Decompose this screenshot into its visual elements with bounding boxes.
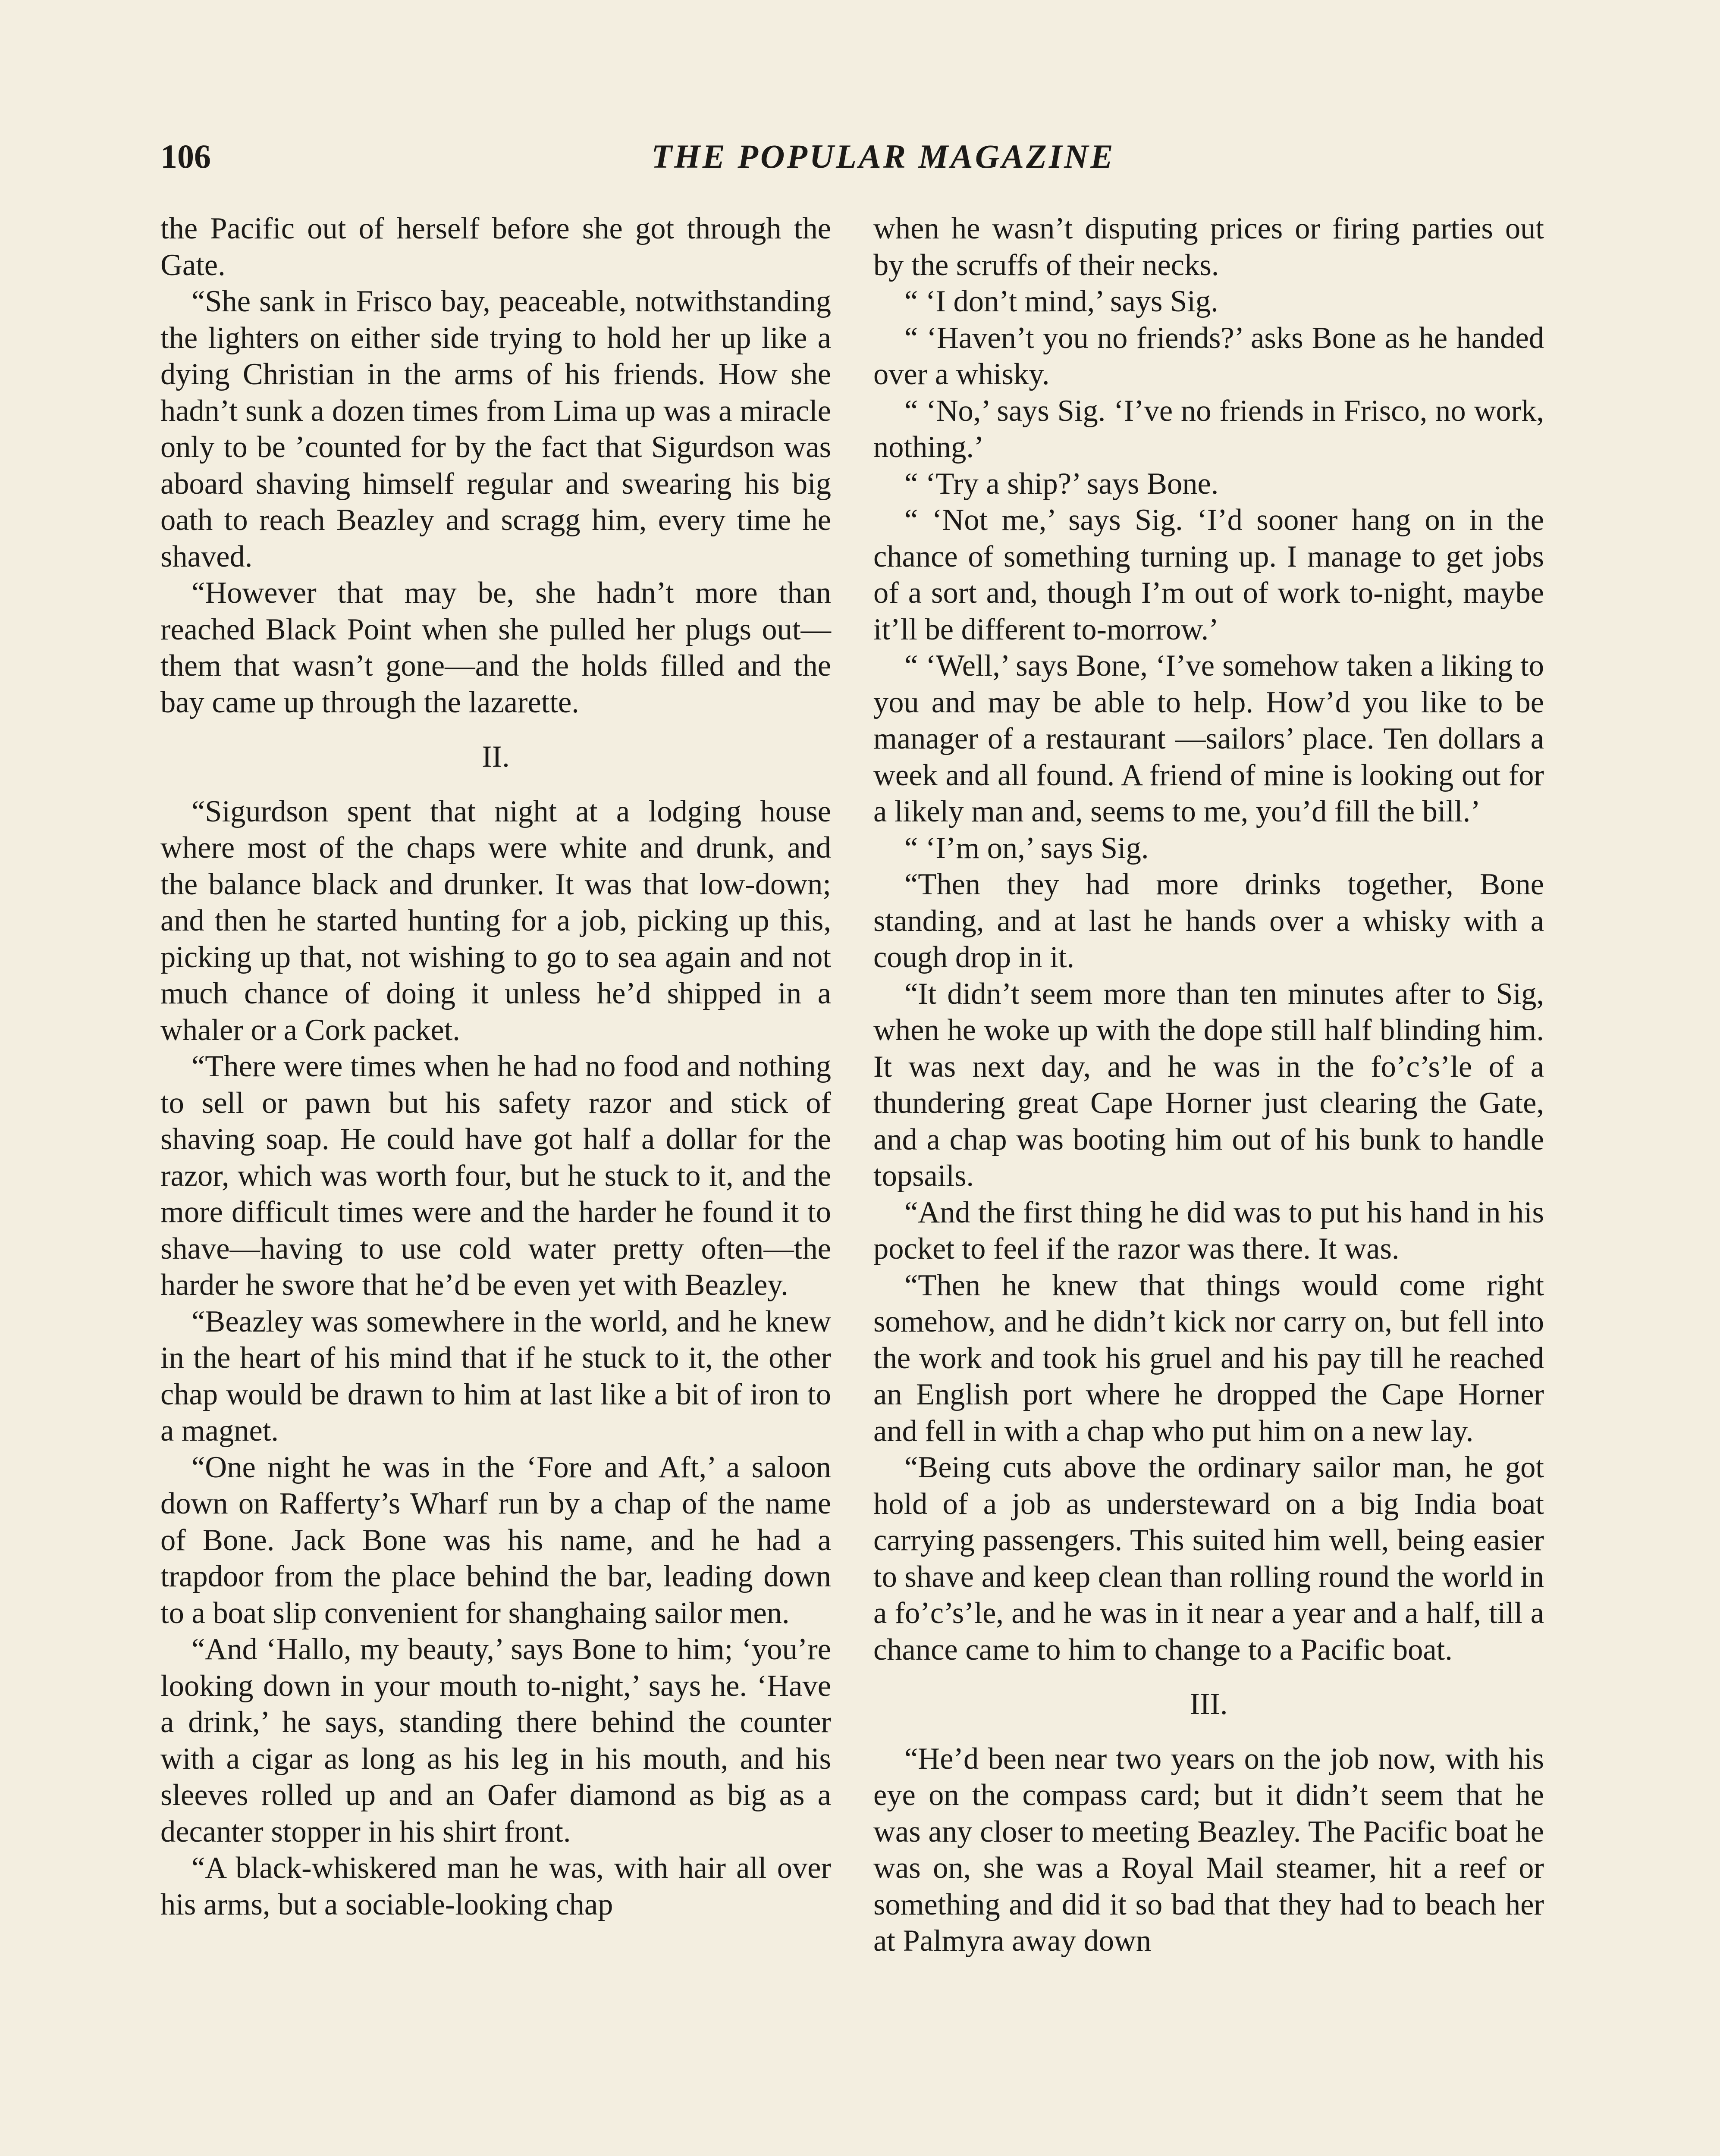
paragraph: “Beazley was somewhere in the world, and he knew in the heart of his mind that if he stuck to it, the other chap would be drawn to him at last like a bit of iron to a magnet. bbox=[160, 1304, 831, 1448]
paragraph: “It didn’t seem more than ten minutes after to Sig, when he woke up with the dope still half blinding him. It was next day, and he was in the fo’c’s’le of a thundering great Cape Horner just clearing the Gate, and a chap was booting him out of his bunk to handle topsails. bbox=[873, 977, 1544, 1193]
paragraph: “She sank in Frisco bay, peaceable, notwithstanding the lighters on either side trying to hold her up like a dying Christian in the arms of his friends. How she hadn’t sunk a dozen times from Lima up was a miracle only to be ’counted for by the fact that Sigurdson was aboard shaving himself regular and swearing his big oath to reach Beazley and scragg him, every time he shaved. bbox=[160, 285, 831, 573]
paragraph: “He’d been near two years on the job now, with his eye on the compass card; but it didn’t seem that he was any closer to meeting Beazley. The Pacific boat he was on, she was a Royal Mail steamer, hit a reef or something and did it so bad that they had to beach her at Palmyra away down bbox=[873, 1742, 1544, 1958]
paragraph: “ ‘No,’ says Sig. ‘I’ve no friends in Frisco, no work, nothing.’ bbox=[873, 394, 1544, 464]
paragraph: “Being cuts above the ordinary sailor man, he got hold of a job as understeward on a big India boat carrying passengers. This suited him well, being easier to shave and keep clean than rolling round the world in a fo’c’s’le, and he was in it near a year and a half, till a chance came to him to change to a Pacific boat. bbox=[873, 1451, 1544, 1667]
paragraph: “Sigurdson spent that night at a lodging house where most of the chaps were white and drunk, and the balance black and drunker. It was that low-down; and then he started hunting for a job, picking up this, picking up that, not wishing to go to sea again and not much chance of doing it unless he’d shipped in a whaler or a Cork packet. bbox=[160, 794, 831, 1047]
paragraph: the Pacific out of herself before she got through the Gate. bbox=[160, 212, 831, 282]
paragraph: “And ‘Hallo, my beauty,’ says Bone to him; ‘you’re looking down in your mouth to-night,’ says he. ‘Have a drink,’ he says, standing there behind the counter with a cigar as long as his leg in his mouth, and his sleeves rolled up and an Oafer diamond as big as a decanter stopper in his shirt front. bbox=[160, 1633, 831, 1849]
paragraph: “However that may be, she hadn’t more than reached Black Point when she pulled her plugs out—them that wasn’t gone—and the holds filled and the bay came up through the lazarette. bbox=[160, 576, 831, 719]
section-heading: II. bbox=[482, 740, 510, 774]
paragraph: “ ‘I don’t mind,’ says Sig. bbox=[904, 285, 1218, 318]
paragraph: “A black-whiskered man he was, with hair all over his arms, but a sociable-looking chap bbox=[160, 1851, 831, 1921]
paragraph: “And the first thing he did was to put his hand in his pocket to feel if the razor was there. It was. bbox=[873, 1195, 1544, 1266]
paragraph: “ ‘Try a ship?’ says Bone. bbox=[904, 467, 1219, 501]
running-title: THE POPULAR MAGAZINE bbox=[651, 138, 1115, 175]
paragraph: when he wasn’t disputing prices or firing parties out by the scruffs of their necks. bbox=[873, 212, 1544, 282]
paragraph: “ ‘Haven’t you no friends?’ asks Bone as he handed over a whisky. bbox=[873, 321, 1544, 391]
right-column bbox=[873, 210, 1544, 1959]
paragraph: “One night he was in the ‘Fore and Aft,’ a saloon down on Rafferty’s Wharf run by a chap of the name of Bone. Jack Bone was his name, and he had a trapdoor from the place behind the bar, leading down to a boat slip convenient for shanghaing sailor men. bbox=[160, 1450, 831, 1630]
paragraph: “Then they had more drinks together, Bone standing, and at last he hands over a whisky with a cough drop in it. bbox=[873, 868, 1544, 974]
paragraph: “ ‘I’m on,’ says Sig. bbox=[904, 831, 1149, 865]
page-header bbox=[160, 133, 1554, 180]
paragraph: “ ‘Not me,’ says Sig. ‘I’d sooner hang on in the chance of something turning up. I manage to get jobs of a sort and, though I’m out of work to-night, maybe it’ll be different to-morrow.’ bbox=[873, 503, 1544, 646]
left-column bbox=[160, 210, 831, 1923]
section-heading: III. bbox=[1190, 1687, 1228, 1721]
paragraph: “ ‘Well,’ says Bone, ‘I’ve somehow taken a liking to you and may be able to help. How’d you like to be manager of a restaurant —sailors’ place. Ten dollars a week and all found. A friend of mine is looking out for a likely man and, seems to me, you’d fill the bill.’ bbox=[873, 649, 1544, 828]
paragraph: “There were times when he had no food and nothing to sell or pawn but his safety razor and stick of shaving soap. He could have got half a dollar for the razor, which was worth four, but he stuck to it, and the more difficult times were and the harder he found it to shave—having to use cold water pretty often—the harder he swore that he’d be even yet with Beazley. bbox=[160, 1050, 831, 1302]
page-number: 106 bbox=[160, 138, 211, 175]
paragraph: “Then he knew that things would come right somehow, and he didn’t kick nor carry on, but fell into the work and took his gruel and his pay till he reached an English port where he dropped the Cape Horner and fell in with a chap who put him on a new lay. bbox=[873, 1268, 1544, 1448]
